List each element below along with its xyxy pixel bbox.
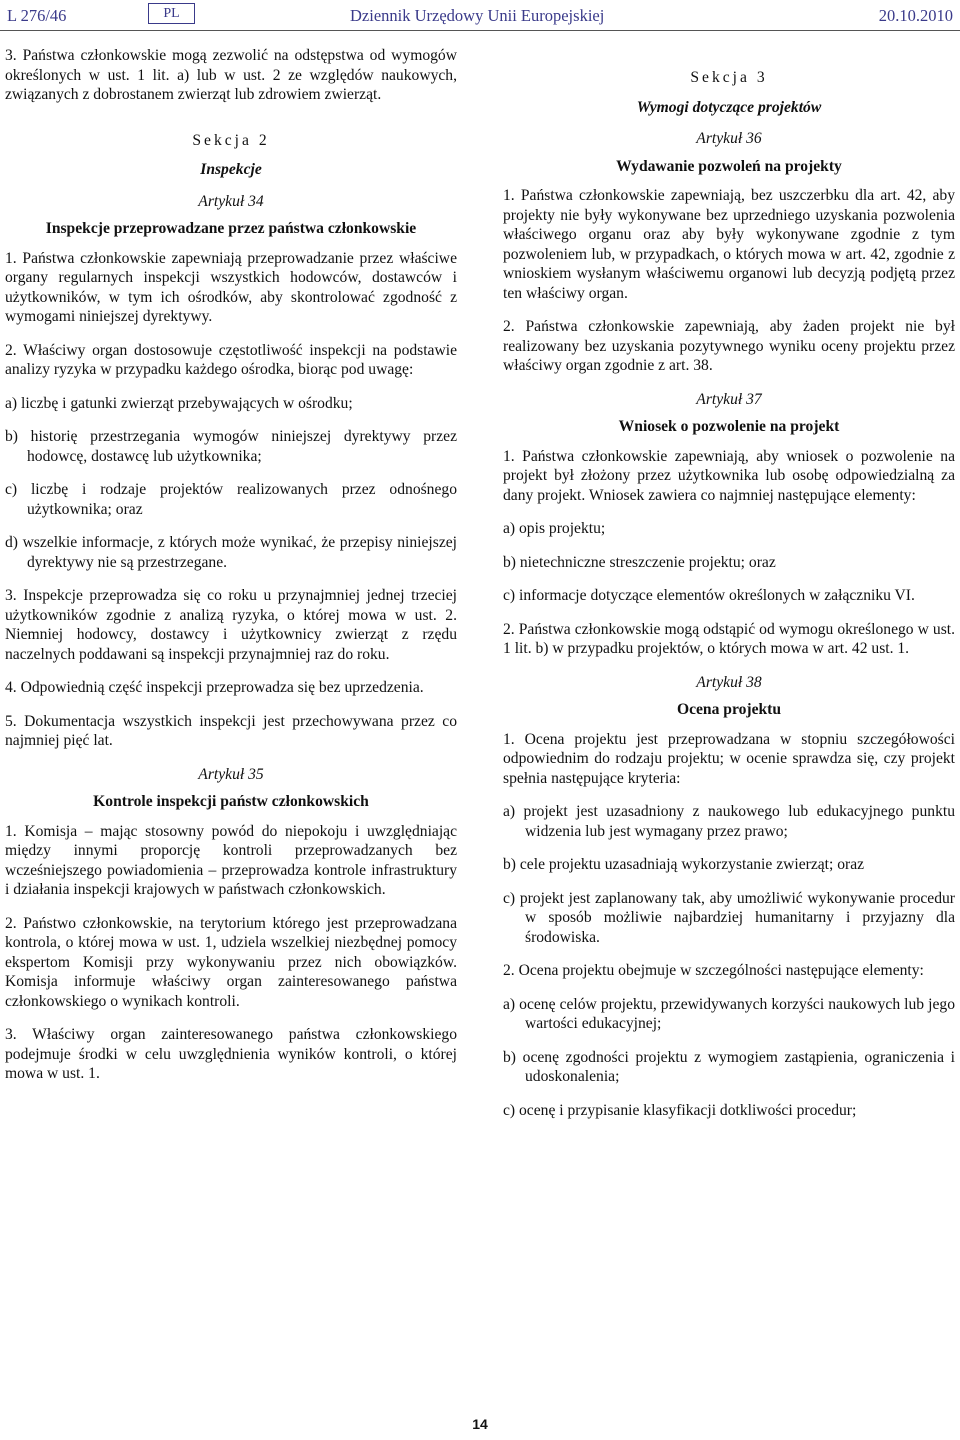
- header-divider: [0, 30, 960, 31]
- article-title: Inspekcje przeprowadzane przez państwa członkowskie: [45, 220, 417, 237]
- paragraph: 3. Właściwy organ zainteresowanego państwa członkowskiego podejmuje środki w celu uwzględnienia wyników kontroli, o której mowa w ust. 1.: [5, 1026, 457, 1082]
- list-item: a) ocenę celów projektu, przewidywanych korzyści naukowych lub jego wartości edukacyjnej;: [503, 995, 955, 1032]
- list-item: b) cele projektu uzasadniają wykorzystanie zwierząt; oraz: [503, 856, 865, 873]
- page-reference: L 276/46: [7, 6, 67, 25]
- publication-date: 20.10.2010: [878, 6, 953, 25]
- article-number: Artykuł 34: [198, 192, 264, 210]
- section-label: Sekcja 2: [192, 131, 270, 149]
- list-item: b) historię przestrzegania wymogów niniejszej dyrektywy przez hodowcę, dostawcę lub użytkownika;: [5, 428, 457, 465]
- paragraph: 2. Właściwy organ dostosowuje częstotliwość inspekcji na podstawie analizy ryzyka w przypadku każdego ośrodka, biorąc pod uwagę:: [5, 341, 457, 378]
- journal-title: Dziennik Urzędowy Unii Europejskiej: [350, 6, 605, 25]
- list-item: a) opis projektu;: [503, 520, 606, 537]
- section-label: Sekcja 3: [690, 69, 768, 86]
- list-item: a) liczbę i gatunki zwierząt przebywających w ośrodku;: [5, 394, 353, 412]
- paragraph: 4. Odpowiednią część inspekcji przeprowadza się bez uprzedzenia.: [5, 679, 424, 696]
- paragraph: 5. Dokumentacja wszystkich inspekcji jest przechowywana przez co najmniej pięć lat.: [5, 712, 457, 749]
- left-column: [5, 46, 457, 1098]
- list-item: c) informacje dotyczące elementów określonych w załączniku VI.: [503, 587, 915, 604]
- section-title: Inspekcje: [200, 161, 262, 178]
- list-item: c) ocenę i przypisanie klasyfikacji dotkliwości procedur;: [503, 1101, 857, 1119]
- paragraph: 2. Ocena projektu obejmuje w szczególności następujące elementy:: [503, 962, 924, 979]
- paragraph: 3. Inspekcje przeprowadza się co roku u przynajmniej jednej trzeciej użytkowników zgodnie z analizą ryzyka, o której mowa w ust. 2. Niemniej hodowcy, dostawcy i użytkownicy zwierząt z rzędu naczelnych poddawani są inspekcji przynajmniej raz do roku.: [5, 587, 457, 663]
- paragraph: 1. Komisja – mając stosowny powód do niepokoju i uwzględniając między innymi proporcję kontroli przeprowadzanych bez wcześniejszego powiadomienia – przeprowadza kontrole infrastruktury i działania inspekcji krajowych w państwach członkowskich.: [5, 822, 457, 898]
- paragraph: 1. Ocena projektu jest przeprowadzana w stopniu szczegółowości odpowiednim do rodzaju projektu; w ocenie sprawdza się, czy projekt spełnia następujące kryteria:: [503, 730, 955, 787]
- paragraph: 1. Państwa członkowskie zapewniają, aby wniosek o pozwolenie na projekt był złożony przez użytkownika lub osobę odpowiedzialną za dany projekt. Wniosek zawiera co najmniej następujące elementy:: [503, 447, 955, 504]
- section-title: Wymogi dotyczące projektów: [636, 98, 822, 116]
- article-title: Kontrole inspekcji państw członkowskich: [93, 793, 369, 810]
- list-item: c) projekt jest zaplanowany tak, aby umożliwić wykonywanie procedur w sposób możliwie najbardziej humanitarny i przyjazny dla środowiska.: [503, 889, 955, 946]
- article-number: Artykuł 36: [696, 130, 762, 147]
- paragraph: 2. Państwa członkowskie mogą odstąpić od wymogu określonego w ust. 1 lit. b) w przypadku projektów, o których mowa w art. 42 ust. 1.: [503, 620, 955, 657]
- paragraph: 3. Państwa członkowskie mogą zezwolić na odstępstwa od wymogów określonych w ust. 1 lit. a) lub w ust. 2 ze względów naukowych, związanych z dobrostanem zwierząt lub zdrowiem zwierząt.: [5, 47, 457, 103]
- page-header: [0, 0, 960, 34]
- language-badge: PL: [148, 3, 195, 24]
- list-item: b) nietechniczne streszczenie projektu; oraz: [503, 553, 776, 571]
- article-title: Wydawanie pozwoleń na projekty: [616, 157, 842, 175]
- right-column: [503, 46, 955, 1134]
- article-title: Ocena projektu: [676, 701, 782, 718]
- paragraph: 1. Państwa członkowskie zapewniają przeprowadzanie przez właściwe organy regularnych inspekcji wszystkich hodowców, dostawców i użytkowników, w tym ich ośrodków, aby skontrolować zgodność z wymogami niniejszej dyrektywy.: [5, 249, 457, 325]
- article-number: Artykuł 37: [696, 390, 762, 408]
- article-number: Artykuł 35: [198, 765, 264, 783]
- list-item: c) liczbę i rodzaje projektów realizowanych przez odnośnego użytkownika; oraz: [5, 481, 457, 518]
- article-title: Wniosek o pozwolenie na projekt: [618, 418, 840, 435]
- page-number: 14: [472, 1416, 488, 1432]
- list-item: a) projekt jest uzasadniony z naukowego lub edukacyjnego punktu widzenia lub jest wymagany przez prawo;: [503, 803, 955, 840]
- article-number: Artykuł 38: [696, 673, 762, 691]
- paragraph: 2. Państwa członkowskie zapewniają, aby żaden projekt nie był realizowany bez uzyskania pozytywnego wyniku oceny projektu przez właściwy organ zgodnie z art. 38.: [503, 318, 955, 374]
- paragraph: 2. Państwo członkowskie, na terytorium którego jest przeprowadzana kontrola, o której mowa w ust. 1, udziela wszelkiej niezbędnej pomocy ekspertom Komisji przy wykonywaniu przez nich obowiązków. Komisja informuje właściwy organ zainteresowanego państwa członkowskiego o wynikach kontroli.: [5, 914, 457, 1010]
- paragraph: 1. Państwa członkowskie zapewniają, bez uszczerbku dla art. 42, aby projekty nie były wykonywane bez uprzedniego uzyskania pozwolenia właściwego organu oraz aby były wykonywane zgodnie z tym pozwoleniem lub, w przypadkach, o których mowa w art. 42, zgodnie z wnioskiem wysłanym właściwemu organowi lub decyzją podjętą przez ten właściwy organ.: [503, 187, 955, 302]
- list-item: b) ocenę zgodności projektu z wymogiem zastąpienia, ograniczenia i udoskonalenia;: [503, 1048, 955, 1085]
- list-item: d) wszelkie informacje, z których może wynikać, że przepisy niniejszej dyrektywy nie są przestrzegane.: [5, 534, 457, 571]
